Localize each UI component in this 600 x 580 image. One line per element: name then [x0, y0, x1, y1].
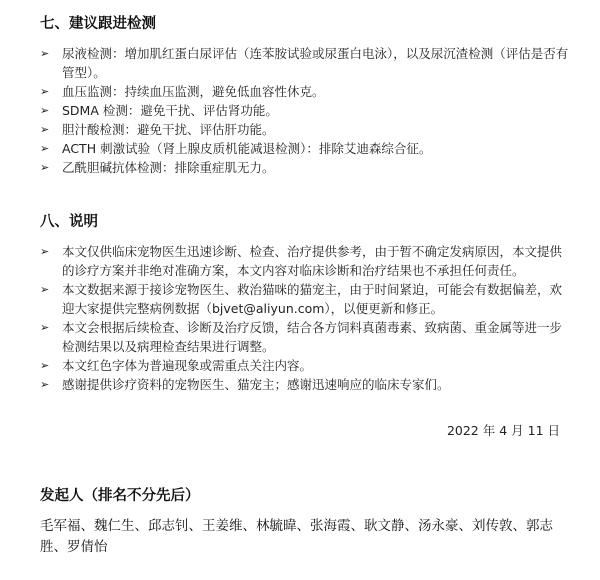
section-7-heading: 七、建议跟进检测 — [40, 16, 156, 32]
list-item: ➢ 本文红色字体为普遍现象或需重点关注内容。 — [40, 358, 313, 373]
arrow-bullet-icon: ➢ — [40, 142, 50, 155]
document-date: 2022 年 4 月 11 日 — [446, 423, 560, 438]
arrow-bullet-icon: ➢ — [40, 47, 50, 60]
list-item: ➢ ACTH 刺激试验（肾上腺皮质机能减退检测）：排除艾迪森综合征。 — [40, 141, 432, 156]
sponsor-names: 毛军福、魏仁生、邱志钊、王姜维、林毓暐、张海霞、耿文静、汤永豪、刘传敦、郭志胜、罗倩怡 — [40, 518, 553, 555]
arrow-bullet-icon: ➢ — [40, 359, 50, 372]
arrow-bullet-icon: ➢ — [40, 123, 50, 136]
list-item: ➢ 本文会根据后续检查、诊断及治疗反馈，结合各方饲料真菌毒素、致病菌、重金属等进一步检测结果以及病理检查结果进行调整。 — [40, 320, 563, 354]
list-item: ➢ 本文仅供临床宠物医生迅速诊断、检查、治疗提供参考，由于暂不确定发病原因，本文提供的诊疗方案并非绝对准确方案，本文内容对临床诊断和治疗结果也不承担任何责任。 — [40, 244, 563, 278]
list-item: ➢ 本文数据来源于接诊宠物医生、救治猫咪的猫宠主，由于时间紧迫，可能会有数据偏差，欢迎大家提供完整病例数据（bjvet@aliyun.com），以便更新和修正。 — [40, 282, 563, 316]
list-item: ➢ 感谢提供诊疗资料的宠物医生、猫宠主；感谢迅速响应的临床专家们。 — [40, 377, 450, 392]
list-item: ➢ 血压监测：持续血压监测，避免低血容性休克。 — [40, 84, 325, 99]
arrow-bullet-icon: ➢ — [40, 378, 50, 391]
arrow-bullet-icon: ➢ — [40, 85, 50, 98]
sponsors-heading: 发起人（排名不分先后） — [40, 488, 200, 504]
arrow-bullet-icon: ➢ — [40, 104, 50, 117]
list-item: ➢ 尿液检测：增加肌红蛋白尿评估（连苯胺试验或尿蛋白电泳），以及尿沉渣检测（评估是否有管型）。 — [40, 46, 569, 80]
arrow-bullet-icon: ➢ — [40, 245, 50, 258]
arrow-bullet-icon: ➢ — [40, 283, 50, 296]
arrow-bullet-icon: ➢ — [40, 321, 50, 334]
list-item: ➢ SDMA 检测：避免干扰、评估肾功能。 — [40, 103, 278, 118]
list-item: ➢ 胆汁酸检测：避免干扰、评估肝功能。 — [40, 122, 275, 137]
section-8-heading: 八、说明 — [40, 214, 98, 230]
arrow-bullet-icon: ➢ — [40, 161, 50, 174]
list-item: ➢ 乙酰胆碱抗体检测：排除重症肌无力。 — [40, 160, 275, 175]
section-7-list — [40, 44, 570, 177]
section-8-list — [40, 242, 570, 394]
